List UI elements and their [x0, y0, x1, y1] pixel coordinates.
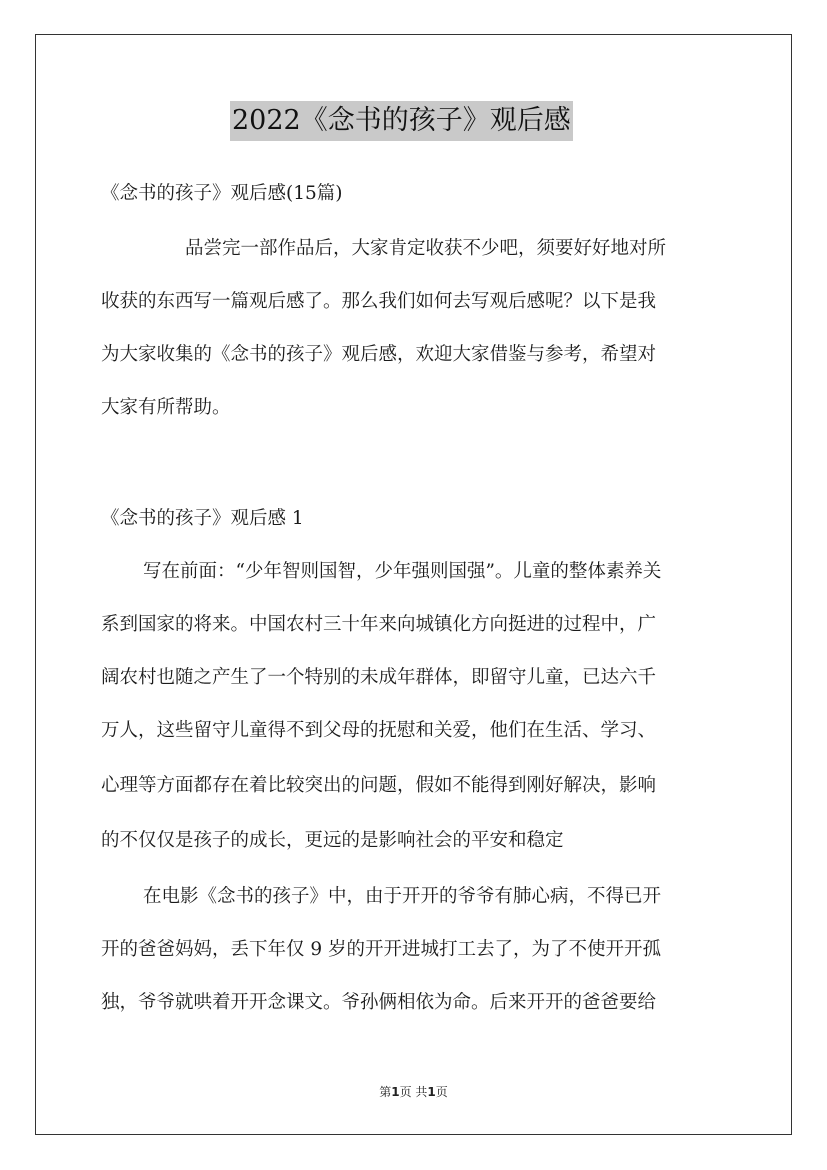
- footer-page-mid: 页 共: [399, 1085, 428, 1099]
- footer-page-number: 1: [391, 1085, 400, 1099]
- footer-page-prefix: 第: [379, 1085, 392, 1099]
- intro-line: 品尝完一部作品后，大家肯定收获不少吧，须要好好地对所: [185, 238, 667, 259]
- paragraph-line: 在电影《念书的孩子》中，由于开开的爷爷有肺心病，不得已开: [143, 886, 662, 907]
- intro-line: 收获的东西写一篇观后感了。那么我们如何去写观后感呢？以下是我: [101, 291, 657, 312]
- paragraph-line: 系到国家的将来。中国农村三十年来向城镇化方向挺进的过程中，广: [101, 614, 657, 635]
- footer-total-pages: 1: [427, 1085, 436, 1099]
- paragraph-line: 的不仅仅是孩子的成长，更远的是影响社会的平安和稳定: [101, 830, 564, 851]
- paragraph-line: 心理等方面都存在着比较突出的问题，假如不能得到刚好解决，影响: [101, 775, 657, 796]
- paragraph-line: 万人，这些留守儿童得不到父母的抚慰和关爱，他们在生活、学习、: [101, 720, 657, 741]
- intro-line: 为大家收集的《念书的孩子》观后感，欢迎大家借鉴与参考，希望对: [101, 344, 657, 365]
- document-subtitle: 《念书的孩子》观后感(15篇): [101, 183, 343, 204]
- paragraph-line: 开的爸爸妈妈，丢下年仅 9 岁的开开进城打工去了，为了不使开开孤: [101, 939, 662, 960]
- section-heading: 《念书的孩子》观后感 1: [101, 508, 304, 529]
- paragraph-line: 写在前面：“少年智则国智，少年强则国强”。儿童的整体素养关: [143, 561, 662, 582]
- footer-page-suffix: 页: [435, 1085, 448, 1099]
- paragraph-line: 独，爷爷就哄着开开念课文。爷孙俩相依为命。后来开开的爸爸要给: [101, 992, 657, 1013]
- paragraph-line: 阔农村也随之产生了一个特别的未成年群体，即留守儿童，已达六千: [101, 667, 657, 688]
- intro-line: 大家有所帮助。: [101, 397, 231, 418]
- page-footer: [0, 1083, 827, 1100]
- document-title: 2022《念书的孩子》观后感: [230, 101, 573, 141]
